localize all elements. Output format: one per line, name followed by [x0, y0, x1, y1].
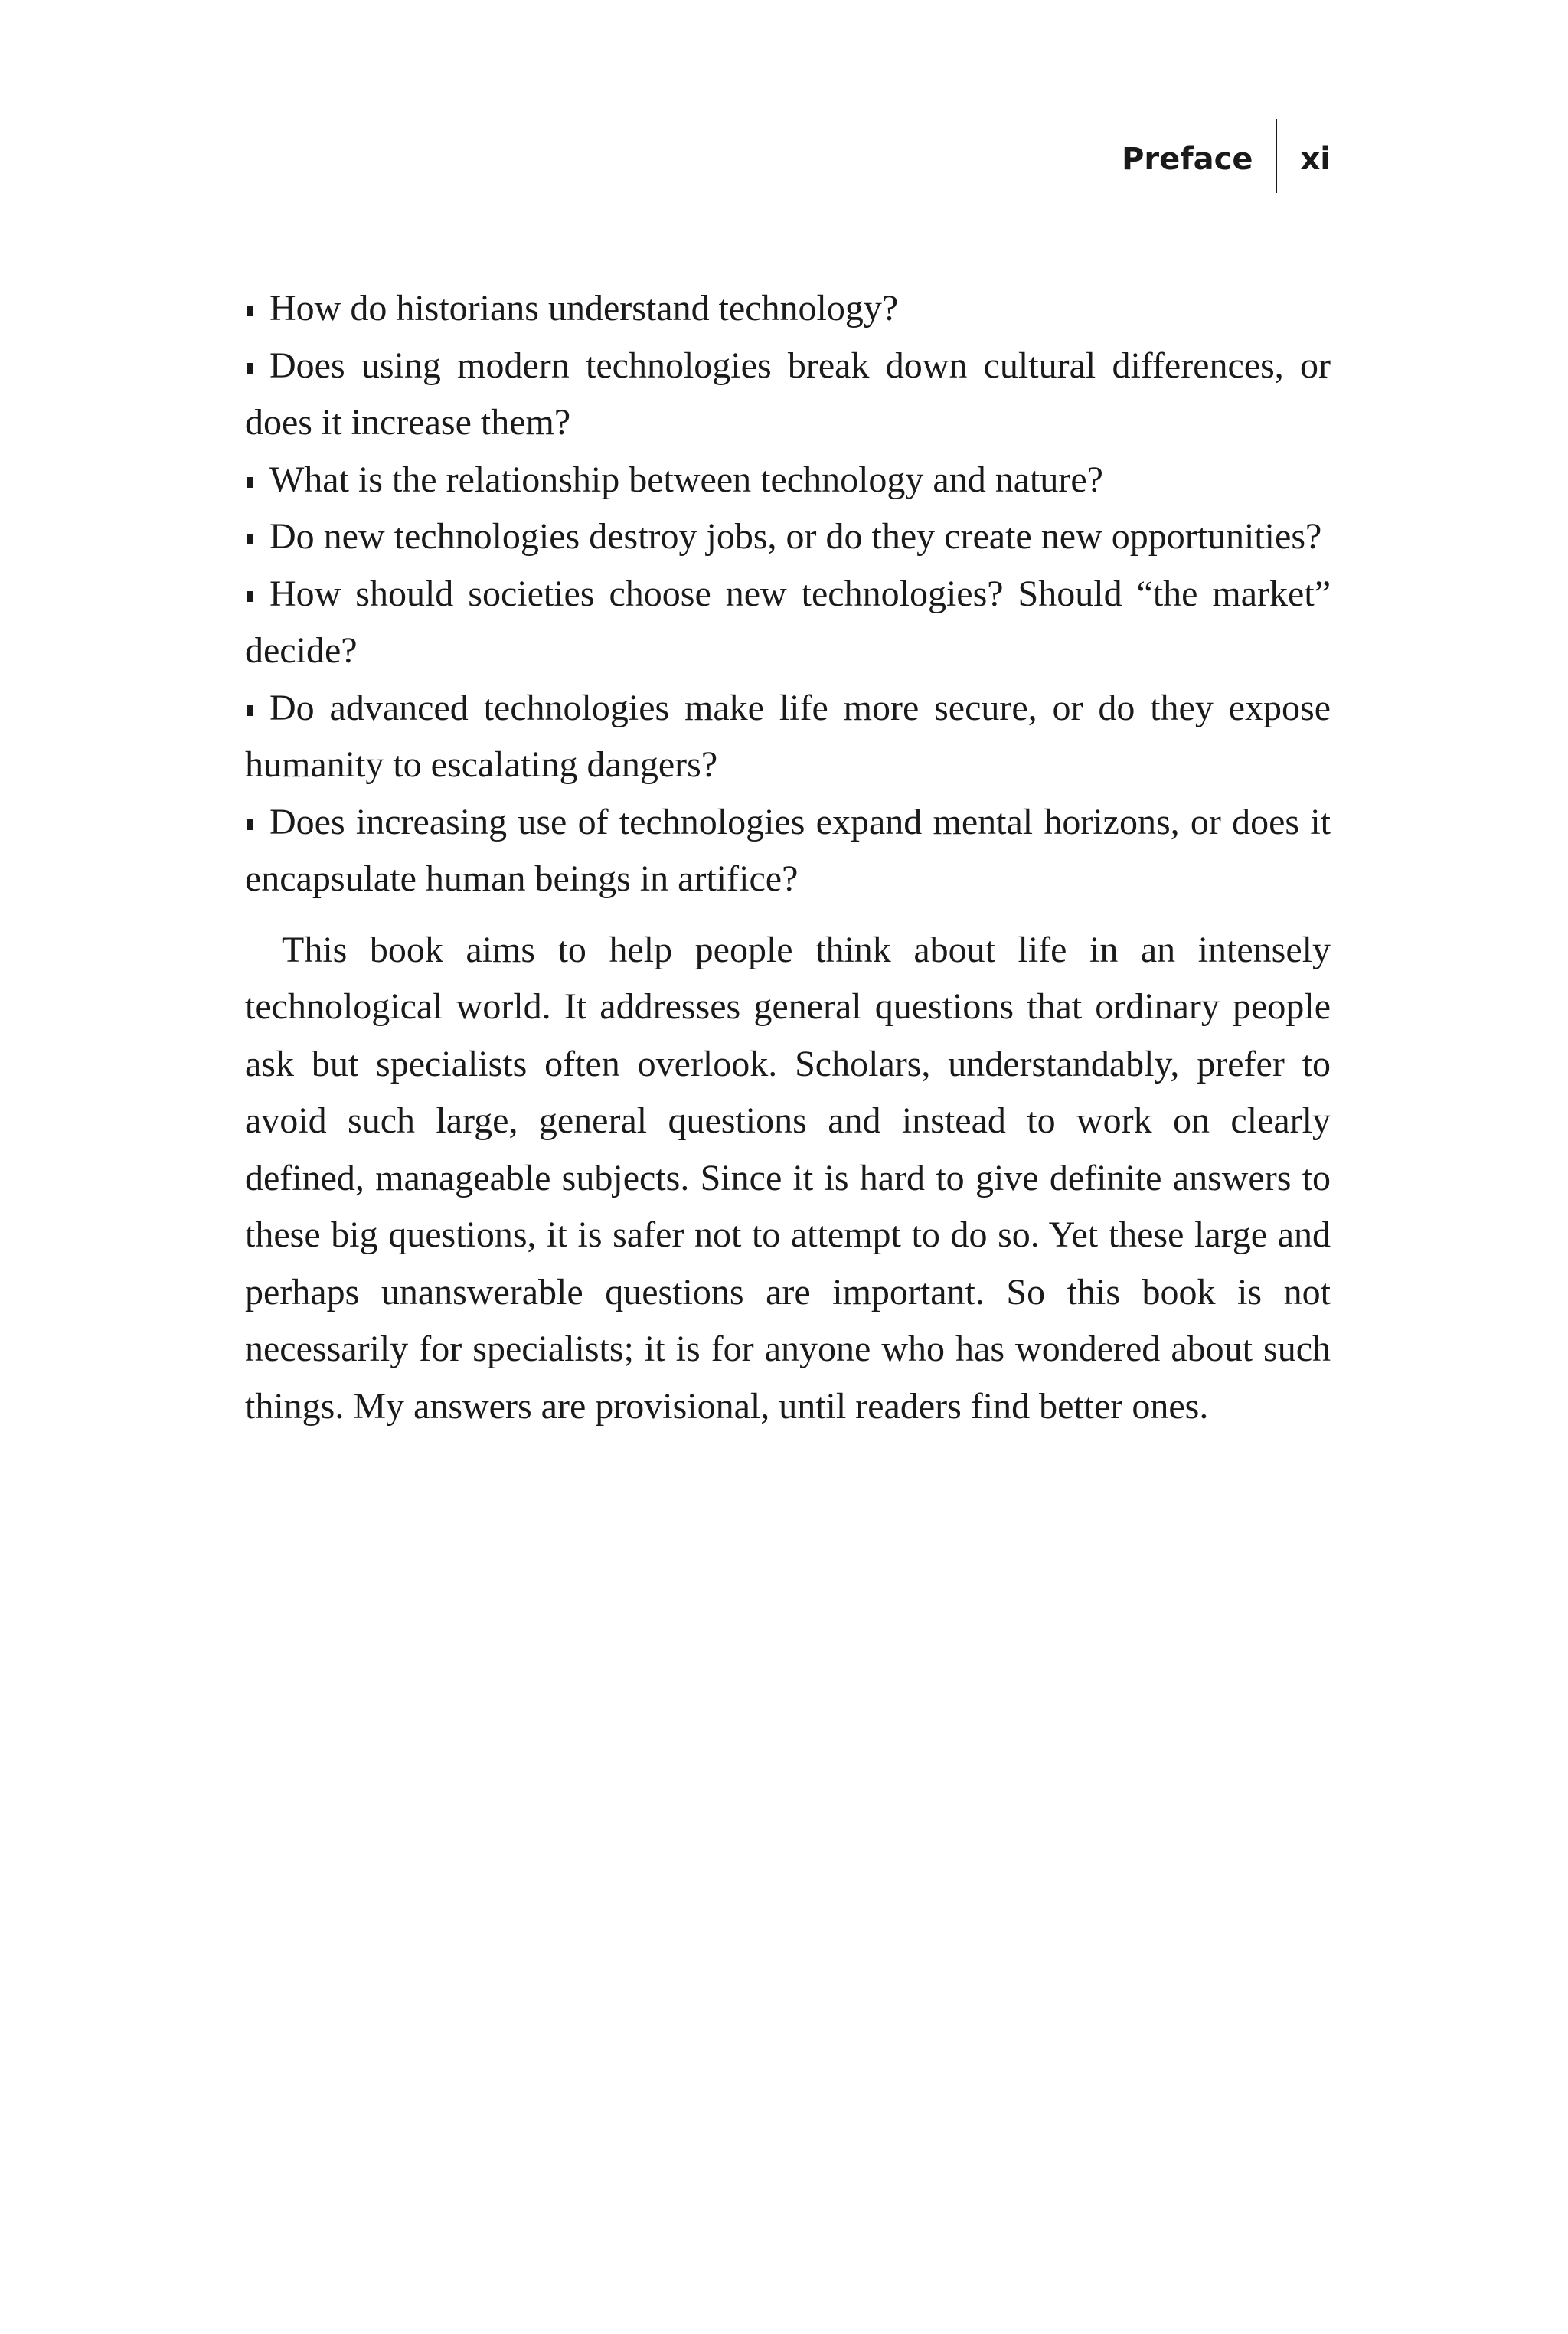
square-bullet-icon [247, 363, 253, 374]
question-text: Does using modern technologies break down cultural differences, or does it increase them? [245, 345, 1331, 443]
question-text: Do advanced technologies make life more secure, or do they expose humanity to escalating dangers? [245, 687, 1331, 785]
list-item [245, 794, 1331, 908]
list-item [245, 338, 1331, 452]
question-text: Does increasing use of technologies expand mental horizons, or does it encapsulate human beings in artifice? [245, 801, 1331, 899]
square-bullet-icon [247, 705, 253, 716]
page-number: xi [1300, 142, 1331, 177]
question-text: How should societies choose new technologies? Should “the market” decide? [245, 573, 1331, 671]
list-item [245, 508, 1331, 566]
square-bullet-icon [247, 477, 253, 488]
question-text: Do new technologies destroy jobs, or do they create new opportunities? [270, 516, 1322, 557]
question-list [245, 280, 1331, 908]
list-item [245, 680, 1331, 794]
list-item [245, 566, 1331, 680]
square-bullet-icon [247, 819, 253, 830]
square-bullet-icon [247, 534, 253, 544]
list-item [245, 280, 1331, 338]
running-header-section-title: Preface [1122, 142, 1253, 177]
list-item [245, 452, 1331, 509]
question-text: What is the relationship between technology and nature? [270, 459, 1103, 500]
square-bullet-icon [247, 306, 253, 316]
running-header [1122, 121, 1331, 198]
question-text: How do historians understand technology? [270, 288, 899, 329]
body-paragraph: This book aims to help people think about life in an intensely technological world. It addresses general questions that ordinary people ask but specialists often overlook. Scholars, understandably, prefer to avoid such large, general questions and instead to work on clearly defined, manageable subjects. Since it is hard to give definite answers to these big questions, it is safer not to attempt to do so. Yet these large and perhaps unanswerable questions are important. So this book is not necessarily for specialists; it is for anyone who has wondered about such things. My answers are provisional, until readers find better ones. [245, 929, 1331, 1427]
square-bullet-icon [247, 591, 253, 602]
page-body [245, 280, 1331, 1435]
